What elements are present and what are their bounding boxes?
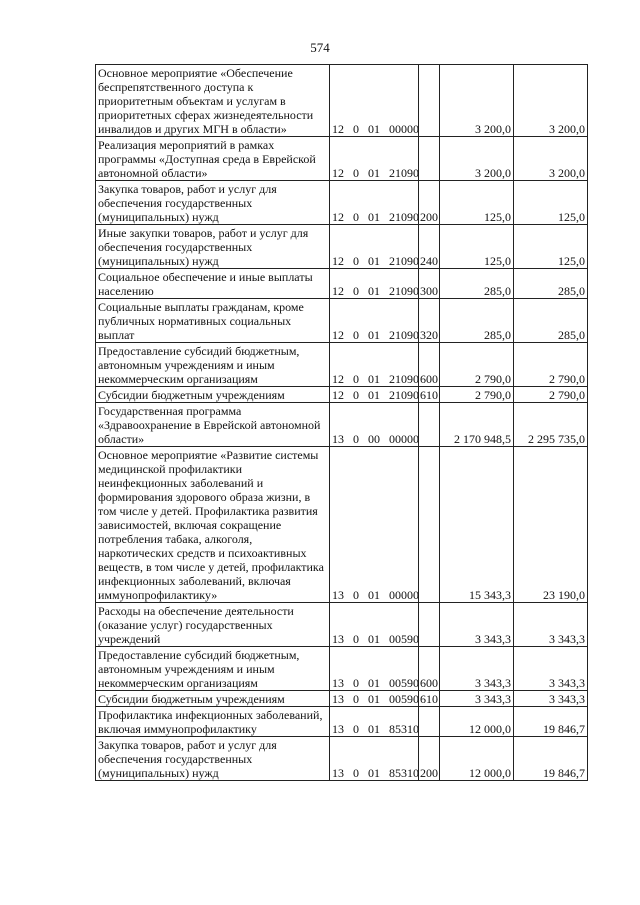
- expense-type-code: 200: [419, 181, 440, 225]
- amount-second-year: 2 790,0: [514, 343, 588, 387]
- amount-second-year: 2 295 735,0: [514, 403, 588, 447]
- amount-first-year: 15 343,3: [440, 447, 514, 603]
- table-row: [96, 737, 588, 781]
- amount-first-year: 125,0: [440, 181, 514, 225]
- amount-second-year: 3 343,3: [514, 691, 588, 707]
- table-row: [96, 691, 588, 707]
- amount-second-year: 125,0: [514, 181, 588, 225]
- target-code: 13 0 01 00590: [330, 647, 419, 691]
- expense-type-code: 610: [420, 388, 438, 402]
- target-code: 12 0 01 00000: [330, 65, 419, 137]
- amount-second-year: 2 790,0: [514, 387, 588, 403]
- target-code: 12 0 01 21090: [330, 387, 419, 403]
- amount-second-year: 3 200,0: [514, 65, 588, 137]
- target-code: 12 0 01 21090: [330, 343, 419, 387]
- amount-first-year: 12 000,0: [440, 707, 514, 737]
- expense-type-code: [419, 137, 440, 181]
- table-row: [96, 647, 588, 691]
- amount-first-year: 285,0: [440, 299, 514, 343]
- target-code: 12 0 01 21090: [330, 181, 419, 225]
- target-code: 13 0 01 85310: [330, 737, 419, 781]
- expense-name: Основное мероприятие «Развитие системы медицинской профилактики неинфекционных заболеваний и формирования здорового образа жизни, в том числе у детей. Профилактика развития зависимостей, включая сокращение потребления табака, алкоголя, наркотических средств и психоактивных веществ, в том числе у детей, профилактика инфекционных заболеваний, включая иммунопрофилактику»: [96, 447, 330, 603]
- table-row: [96, 299, 588, 343]
- amount-first-year: 3 200,0: [440, 137, 514, 181]
- expense-type-code: [419, 403, 440, 447]
- amount-first-year: 3 200,0: [440, 65, 514, 137]
- amount-second-year: 285,0: [514, 299, 588, 343]
- table-row: [96, 269, 588, 299]
- target-code: 12 0 01 21090: [330, 299, 419, 343]
- budget-table: [95, 64, 588, 781]
- amount-second-year: 125,0: [514, 225, 588, 269]
- expense-type-code: 600: [419, 647, 440, 691]
- amount-first-year: 3 343,3: [440, 691, 514, 707]
- table-row: [96, 137, 588, 181]
- expense-name: Социальное обеспечение и иные выплаты населению: [96, 269, 330, 299]
- table-row: [96, 65, 588, 137]
- table-row: [96, 447, 588, 603]
- table-row: [96, 707, 588, 737]
- amount-first-year: 2 790,0: [440, 387, 514, 403]
- expense-type-code: 320: [419, 299, 440, 343]
- expense-name: Иные закупки товаров, работ и услуг для обеспечения государственных (муниципальных) нужд: [96, 225, 330, 269]
- table-row: [96, 403, 588, 447]
- amount-second-year: 19 846,7: [514, 737, 588, 781]
- expense-name: Социальные выплаты гражданам, кроме публичных нормативных социальных выплат: [96, 299, 330, 343]
- page-number: 574: [310, 40, 330, 55]
- amount-first-year: 12 000,0: [440, 737, 514, 781]
- expense-type-code: 300: [419, 269, 440, 299]
- expense-name: Закупка товаров, работ и услуг для обеспечения государственных (муниципальных) нужд: [96, 737, 330, 781]
- target-code: 13 0 01 00590: [330, 691, 419, 707]
- amount-second-year: 3 343,3: [514, 647, 588, 691]
- amount-second-year: 3 200,0: [514, 137, 588, 181]
- target-code: 13 0 01 00000: [330, 447, 419, 603]
- amount-first-year: 3 343,3: [440, 647, 514, 691]
- target-code: 12 0 01 21090: [330, 137, 419, 181]
- expense-type-code: [419, 65, 440, 137]
- expense-name: Закупка товаров, работ и услуг для обеспечения государственных (муниципальных) нужд: [96, 181, 330, 225]
- table-row: [96, 387, 588, 403]
- target-code: 12 0 01 21090: [330, 269, 419, 299]
- amount-first-year: 125,0: [440, 225, 514, 269]
- expense-name: Предоставление субсидий бюджетным, автономным учреждениям и иным некоммерческим организациям: [96, 647, 330, 691]
- expense-name: Государственная программа «Здравоохранение в Еврейской автономной области»: [96, 403, 330, 447]
- table-row: [96, 181, 588, 225]
- expense-type-code: [419, 603, 440, 647]
- expense-name: Основное мероприятие «Обеспечение беспрепятственного доступа к приоритетным объектам и услугам в приоритетных сферах жизнедеятельности инвалидов и других МГН в области»: [96, 65, 330, 137]
- expense-type-code: 610: [420, 692, 438, 706]
- table-row: [96, 225, 588, 269]
- expense-name: Предоставление субсидий бюджетным, автономным учреждениям и иным некоммерческим организациям: [96, 343, 330, 387]
- target-code: 13 0 00 00000: [330, 403, 419, 447]
- expense-type-code: [419, 447, 440, 603]
- expense-type-code: 600: [419, 343, 440, 387]
- expense-name: Расходы на обеспечение деятельности (оказание услуг) государственных учреждений: [96, 603, 330, 647]
- expense-type-code: 240: [419, 225, 440, 269]
- expense-name: Профилактика инфекционных заболеваний, включая иммунопрофилактику: [96, 707, 330, 737]
- expense-type-code: 200: [419, 737, 440, 781]
- expense-type-code: [419, 707, 440, 737]
- expense-name: Субсидии бюджетным учреждениям: [96, 387, 330, 403]
- amount-first-year: 2 790,0: [440, 343, 514, 387]
- amount-first-year: 285,0: [440, 269, 514, 299]
- table-row: [96, 343, 588, 387]
- amount-second-year: 23 190,0: [514, 447, 588, 603]
- amount-second-year: 19 846,7: [514, 707, 588, 737]
- expense-name: Субсидии бюджетным учреждениям: [96, 691, 330, 707]
- target-code: 12 0 01 21090: [330, 225, 419, 269]
- target-code: 13 0 01 00590: [330, 603, 419, 647]
- amount-first-year: 3 343,3: [440, 603, 514, 647]
- expense-name: Реализация мероприятий в рамках программы «Доступная среда в Еврейской автономной области»: [96, 137, 330, 181]
- amount-second-year: 285,0: [514, 269, 588, 299]
- table-row: [96, 603, 588, 647]
- target-code: 13 0 01 85310: [330, 707, 419, 737]
- amount-first-year: 2 170 948,5: [440, 403, 514, 447]
- amount-second-year: 3 343,3: [514, 603, 588, 647]
